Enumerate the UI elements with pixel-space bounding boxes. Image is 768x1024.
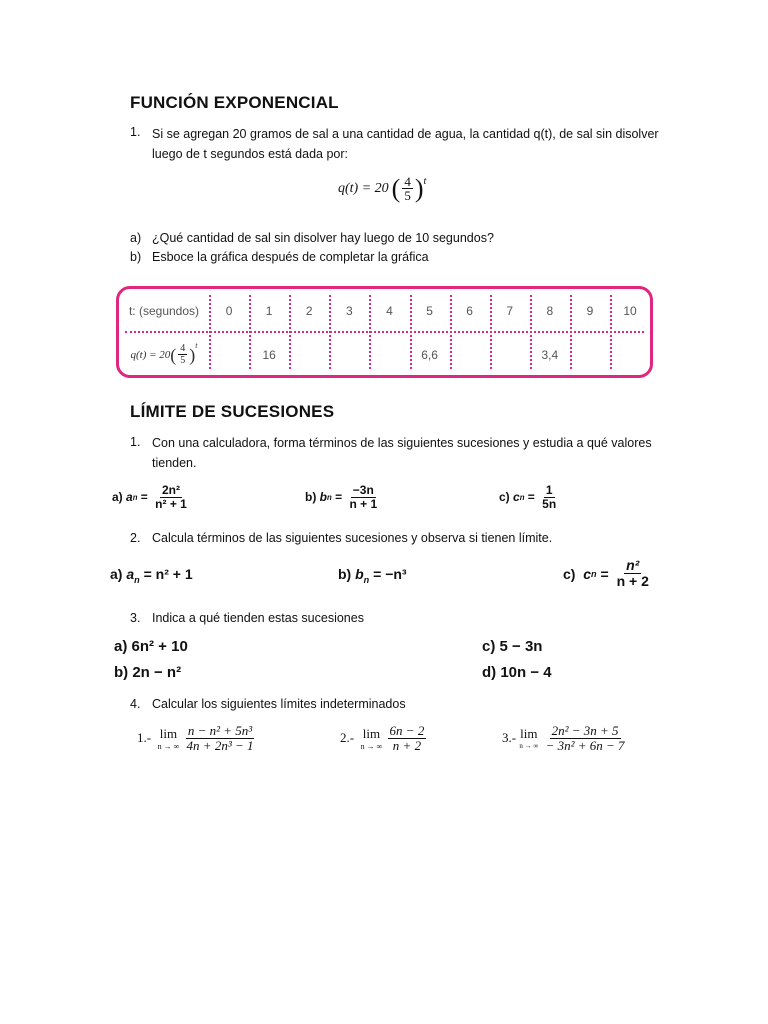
section-title-exponential: FUNCIÓN EXPONENCIAL xyxy=(130,93,339,112)
table-value-cell xyxy=(369,335,409,375)
table-row-divider xyxy=(125,331,644,333)
subquestion-a-label: a) xyxy=(130,231,142,245)
sequence-a: a) a n = $\frac{\text{2n²}}{\text{n² + 1}}$ xyxy=(112,483,187,511)
section-title-limits: LÍMITE DE SUCESIONES xyxy=(130,402,335,421)
limit-1: 1.- lim n → ∞ $\frac{\text{n − n² + 5n³}}{\text{4n + 2n³ − 1}}$ xyxy=(137,723,254,753)
problem-1-text xyxy=(152,433,672,473)
problem-1-number: 1. xyxy=(130,435,141,449)
table-value-cell xyxy=(450,335,490,375)
limit-2: 2.- lim n → ∞ $\frac{6n - 2}{n + 2}$ xyxy=(340,723,425,753)
table-header-label: t: (segundos) xyxy=(128,304,200,318)
table-header-cell: 5 xyxy=(426,304,433,318)
table-value-cell: 6,6 xyxy=(421,348,438,362)
problem-4-text: Calcular los siguientes límites indeterminados xyxy=(152,697,406,711)
question-number: 1. xyxy=(130,125,141,139)
subquestion-b-label: b) xyxy=(130,250,142,264)
sequence-3c: c) 5 − 3n xyxy=(482,638,543,655)
table-header-cell: 1 xyxy=(265,304,273,318)
subquestion-b-text: Esboce la gráfica después de completar la gráfica xyxy=(152,250,429,264)
table-header-cell: 3 xyxy=(346,304,353,318)
sequence-3d: d) 10n − 4 xyxy=(482,664,552,681)
values-table xyxy=(116,286,653,378)
table-row-label: q(t) = 20 ( $\frac{4}{5}$ ) t xyxy=(130,341,198,367)
formula-exponent: t xyxy=(423,176,427,187)
question-text xyxy=(152,124,672,164)
table-header-cell: 7 xyxy=(506,304,514,318)
sequence-c: c) c n = $\frac{1}{5n}$ xyxy=(499,483,557,511)
table-value-cell xyxy=(209,335,249,375)
table-value-cell xyxy=(610,335,650,375)
problem-3-number: 3. xyxy=(130,611,141,625)
table-header-cell: 10 xyxy=(623,304,637,318)
question-text-line1: Si se agregan 20 gramos de sal a una cantidad de agua, la cantidad q(t), de sal sin disolver xyxy=(152,127,659,141)
problem-1-line1: Con una calculadora, forma términos de las siguientes sucesiones y estudia a qué valores xyxy=(152,436,652,450)
problem-3-text: Indica a qué tienden estas sucesiones xyxy=(152,611,364,625)
sequence-2a: a) $a_n = n^2 + 1$ xyxy=(110,566,193,585)
table-header-cell: 9 xyxy=(586,304,594,318)
table-value-cell xyxy=(289,335,329,375)
formula-fraction: $\frac{4}{5}$ xyxy=(404,173,411,204)
problem-1-line2: tienden. xyxy=(152,456,197,470)
problem-2-text: Calcula términos de las siguientes sucesiones y observa si tienen límite. xyxy=(152,531,553,545)
problem-2-number: 2. xyxy=(130,531,141,545)
sequence-2b: b) $b_n = -n^3$ xyxy=(338,566,407,585)
table-value-cell: 3,4 xyxy=(541,348,559,362)
sequence-b: b) b n = $\frac{-3n}{n + 1}$ xyxy=(305,483,378,511)
exponential-formula: q(t) = 20 ( $\frac{4}{5}$ ) t xyxy=(338,173,427,204)
table-value-cell xyxy=(570,335,610,375)
sequence-3b: b) 2n − n² xyxy=(114,664,182,681)
table-header-cell: 6 xyxy=(466,304,473,318)
table-header-cell: 4 xyxy=(386,304,393,318)
subquestion-a-text: ¿Qué cantidad de sal sin disolver hay luego de 10 segundos? xyxy=(152,231,494,245)
table-value-cell xyxy=(490,335,530,375)
problem-4-number: 4. xyxy=(130,697,141,711)
sequence-2c: c) c n = $\frac{\text{n²}}{n + 2}$ xyxy=(563,557,649,589)
table-value-cell: 16 xyxy=(262,348,276,362)
formula-lhs: q(t) = 20 xyxy=(338,181,389,196)
limit-3: 3.- lim n → ∞ $\frac{\text{2n² − 3n + 5}}{\text{− 3n² + 6n − 7}}$ xyxy=(502,723,625,753)
question-text-line2: luego de t segundos está dada por: xyxy=(152,147,348,161)
table-header-cell: 2 xyxy=(305,304,313,318)
sequence-3a: a) 6n² + 10 xyxy=(114,638,188,655)
table-header-cell: 8 xyxy=(546,304,554,318)
table-header-cell: 0 xyxy=(225,304,233,318)
table-value-cell xyxy=(329,335,369,375)
